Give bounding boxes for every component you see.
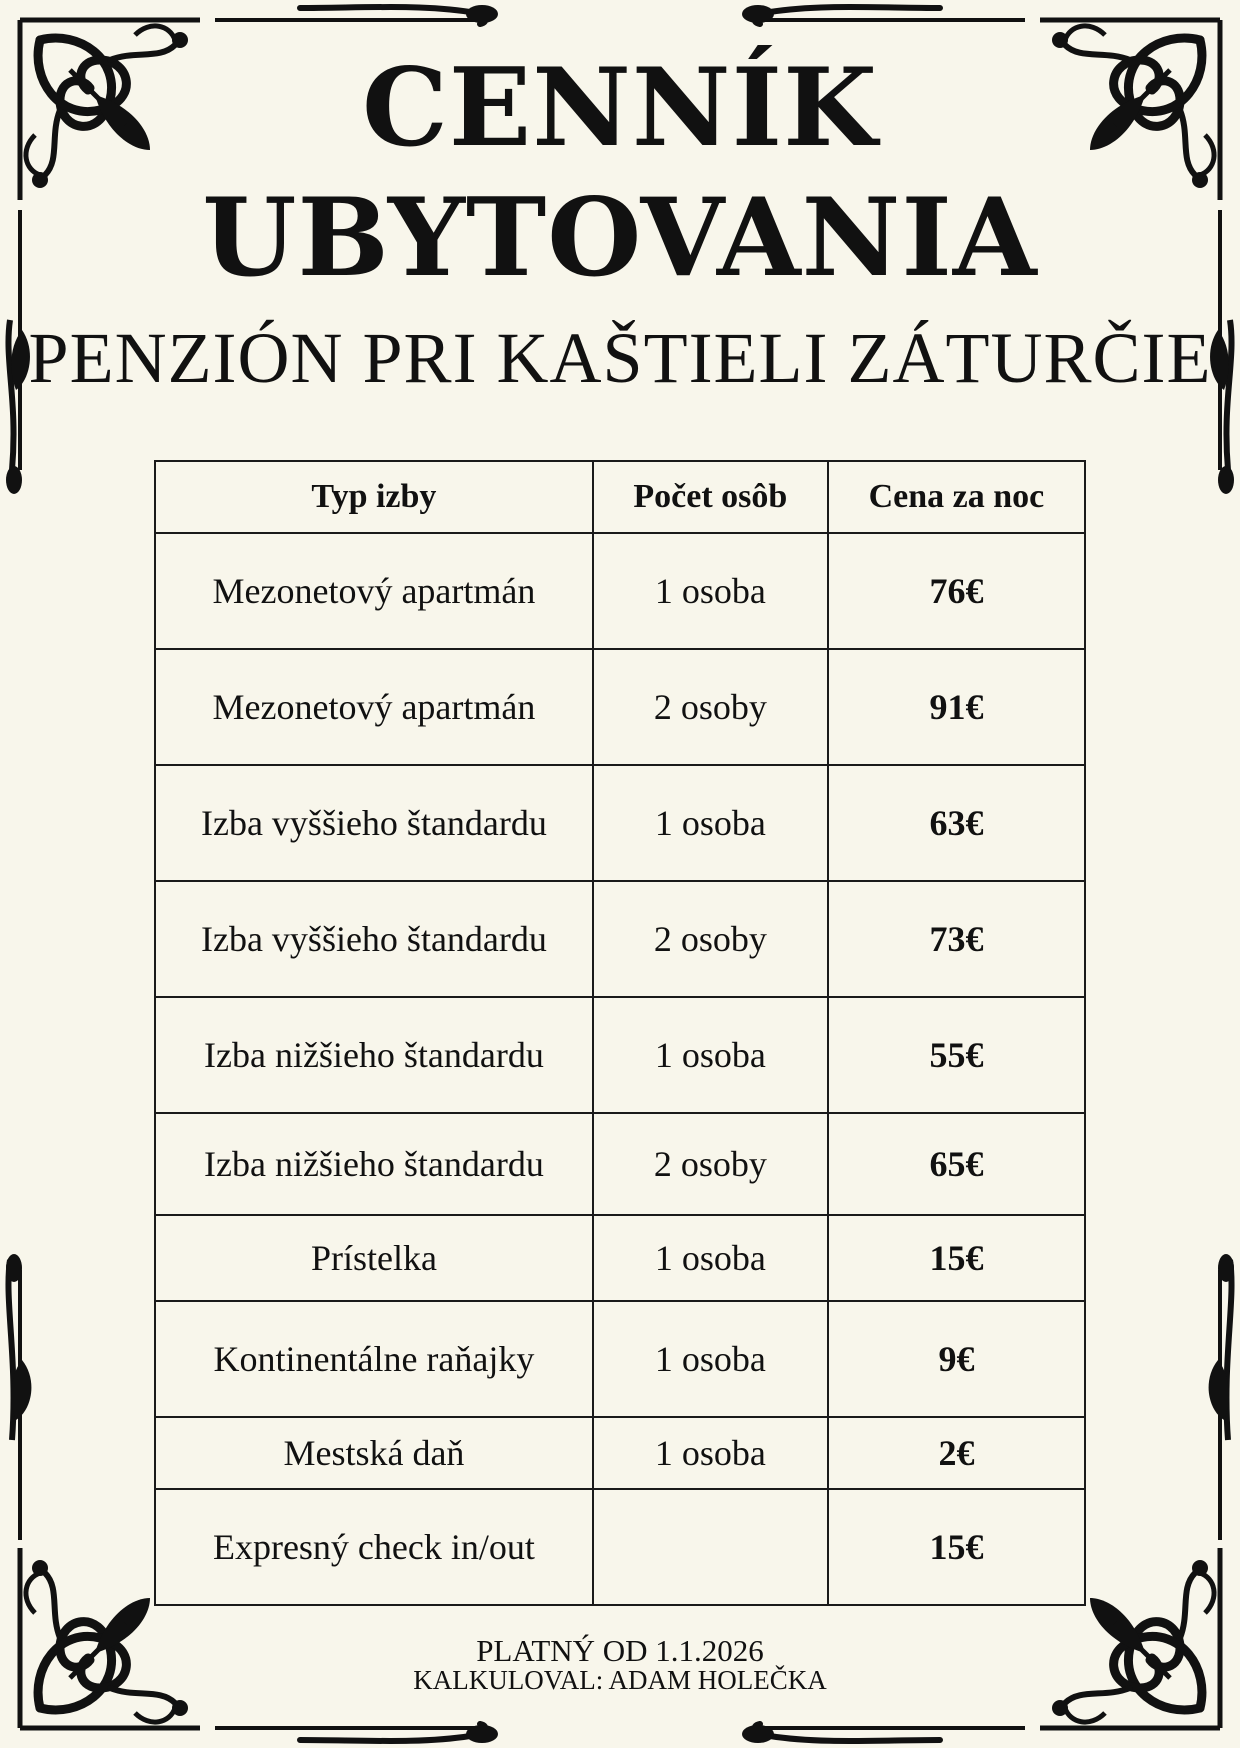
price-cell: 2€ xyxy=(828,1417,1085,1489)
header-price: Cena za noc xyxy=(828,461,1085,533)
price-cell: 76€ xyxy=(828,533,1085,649)
price-cell: 9€ xyxy=(828,1301,1085,1417)
persons-cell: 1 osoba xyxy=(593,1417,828,1489)
persons-cell: 2 osoby xyxy=(593,881,828,997)
header-persons: Počet osôb xyxy=(593,461,828,533)
title-line-1: CENNÍK xyxy=(361,45,879,171)
price-table xyxy=(154,460,1086,1606)
price-cell: 55€ xyxy=(828,997,1085,1113)
room-type-cell: Izba nižšieho štandardu xyxy=(155,997,593,1113)
room-type-cell: Kontinentálne raňajky xyxy=(155,1301,593,1417)
price-cell: 65€ xyxy=(828,1113,1085,1215)
room-type-cell: Mezonetový apartmán xyxy=(155,533,593,649)
persons-cell: 1 osoba xyxy=(593,765,828,881)
table-row xyxy=(155,997,1085,1113)
room-type-cell: Izba vyššieho štandardu xyxy=(155,765,593,881)
room-type-cell: Prístelka xyxy=(155,1215,593,1301)
table-row xyxy=(155,649,1085,765)
persons-cell: 1 osoba xyxy=(593,997,828,1113)
calculated-by-text: KALKULOVAL: ADAM HOLEČKA xyxy=(413,1665,827,1695)
table-row xyxy=(155,881,1085,997)
persons-cell: 1 osoba xyxy=(593,533,828,649)
price-cell: 15€ xyxy=(828,1215,1085,1301)
table-row xyxy=(155,1301,1085,1417)
room-type-cell: Izba vyššieho štandardu xyxy=(155,881,593,997)
price-cell: 15€ xyxy=(828,1489,1085,1605)
room-type-cell: Mezonetový apartmán xyxy=(155,649,593,765)
price-cell: 63€ xyxy=(828,765,1085,881)
price-cell: 73€ xyxy=(828,881,1085,997)
table-header-row xyxy=(155,461,1085,533)
table-row xyxy=(155,765,1085,881)
valid-from-text: PLATNÝ OD 1.1.2026 xyxy=(476,1633,764,1668)
table-row xyxy=(155,533,1085,649)
table-row xyxy=(155,1113,1085,1215)
persons-cell: 1 osoba xyxy=(593,1215,828,1301)
price-cell: 91€ xyxy=(828,649,1085,765)
room-type-cell: Mestská daň xyxy=(155,1417,593,1489)
title-line-2: UBYTOVANIA xyxy=(202,175,1038,301)
table-row xyxy=(155,1417,1085,1489)
persons-cell: 2 osoby xyxy=(593,1113,828,1215)
room-type-cell: Expresný check in/out xyxy=(155,1489,593,1605)
table-row xyxy=(155,1215,1085,1301)
persons-cell: 1 osoba xyxy=(593,1301,828,1417)
persons-cell: 2 osoby xyxy=(593,649,828,765)
table-row xyxy=(155,1489,1085,1605)
header-room-type: Typ izby xyxy=(155,461,593,533)
subtitle: PENZIÓN PRI KAŠTIELI ZÁTURČIE xyxy=(28,318,1212,398)
room-type-cell: Izba nižšieho štandardu xyxy=(155,1113,593,1215)
persons-cell xyxy=(593,1489,828,1605)
